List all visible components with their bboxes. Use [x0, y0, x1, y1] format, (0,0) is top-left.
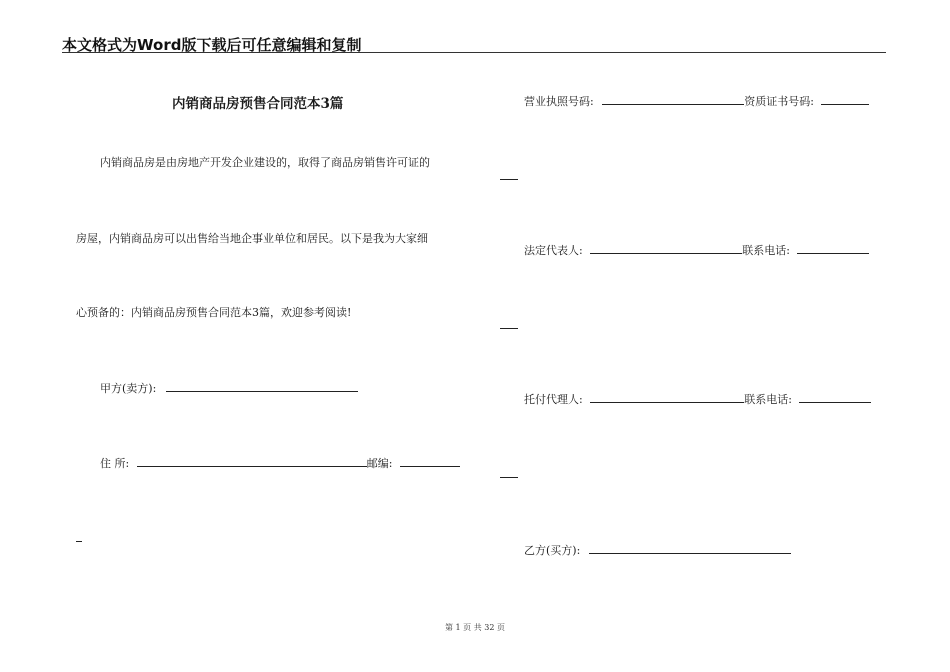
postcode-blank[interactable] [400, 456, 460, 467]
phone-label-2: 联系电话: [744, 393, 792, 406]
agent-label: 托付代理人: [524, 393, 583, 406]
qualification-blank[interactable] [821, 94, 869, 105]
document-header: 本文格式为Word版下载后可任意编辑和复制 [62, 36, 362, 54]
agent-blank[interactable] [590, 392, 744, 403]
header-divider [62, 52, 886, 53]
party-a-row [100, 381, 358, 396]
agent-continuation-line [500, 477, 518, 478]
phone-blank-1[interactable] [797, 243, 869, 254]
address-label: 住 所: [100, 457, 130, 470]
page-footer: 第 1 页 共 32 页 [445, 623, 505, 632]
intro-line-2: 房屋，内销商品房可以出售给当地企事业单位和居民。以下是我为大家细 [76, 232, 428, 245]
address-blank[interactable] [137, 456, 367, 467]
address-continuation-line [76, 541, 82, 542]
intro-line-1: 内销商品房是由房地产开发企业建设的，取得了商品房销售许可证的 [100, 156, 430, 169]
party-a-label: 甲方(卖方): [100, 382, 157, 395]
phone-blank-2[interactable] [799, 392, 871, 403]
legal-rep-label: 法定代表人: [524, 244, 583, 257]
intro-line-3: 心预备的：内销商品房预售合同范本3篇，欢迎参考阅读! [76, 306, 352, 319]
party-b-label: 乙方(买方): [524, 544, 581, 557]
postcode-label: 邮编: [366, 457, 393, 470]
agent-row [524, 392, 871, 407]
phone-label-1: 联系电话: [742, 244, 790, 257]
license-continuation-line [500, 179, 518, 180]
license-blank[interactable] [602, 94, 744, 105]
license-row [524, 94, 869, 109]
address-row [100, 456, 460, 471]
document-title: 内销商品房预售合同范本3篇 [172, 96, 344, 112]
qualification-label: 资质证书号码: [744, 95, 814, 108]
party-b-row [524, 543, 791, 558]
party-a-blank[interactable] [166, 381, 358, 392]
license-label: 营业执照号码: [524, 95, 594, 108]
legal-rep-row [524, 243, 869, 258]
legal-rep-continuation-line [500, 328, 518, 329]
party-b-blank[interactable] [589, 543, 791, 554]
legal-rep-blank[interactable] [590, 243, 742, 254]
